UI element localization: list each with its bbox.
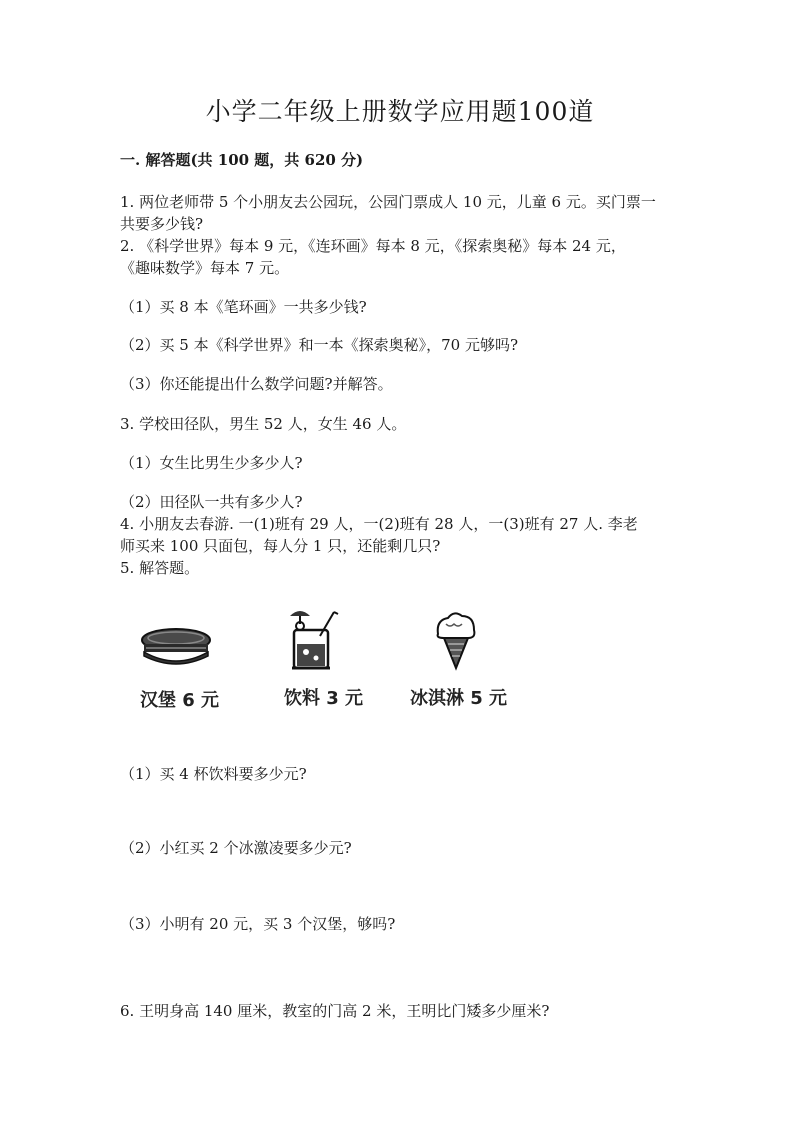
q2-line-1: 2. 《科学世界》每本 9 元，《连环画》每本 8 元，《探索奥秘》每本 24 元， — [120, 237, 626, 255]
q4-line-2: 师买来 100 只面包，每人分 1 只，还能剩几只? — [120, 537, 441, 555]
q5-menu-illustration — [120, 600, 540, 720]
drink-price-label: 饮料 3 元 — [284, 688, 364, 709]
q5-sub-1: （1）买 4 杯饮料要多少元? — [120, 765, 307, 783]
q3-sub-1: （1）女生比男生少多少人? — [120, 454, 303, 472]
q3-sub-2: （2）田径队一共有多少人? — [120, 493, 303, 511]
ice-cream-price-label: 冰淇淋 5 元 — [410, 688, 508, 709]
q5-line-1: 5. 解答题。 — [120, 559, 200, 577]
q4-line-1: 4. 小朋友去春游. 一(1)班有 29 人，一(2)班有 28 人，一(3)班有 27 人. 李老 — [120, 515, 638, 533]
q2-sub-1: （1）买 8 本《笔环画》一共多少钱? — [120, 298, 367, 316]
ice-cream-icon — [434, 610, 478, 674]
hamburger-icon — [140, 626, 212, 670]
q2-line-2: 《趣味数学》每本 7 元。 — [120, 259, 290, 277]
q6-line-1: 6. 王明身高 140 厘米，教室的门高 2 米，王明比门矮多少厘米? — [120, 1002, 550, 1020]
drink-icon — [284, 606, 344, 674]
q2-sub-3: （3）你还能提出什么数学问题?并解答。 — [120, 375, 393, 393]
page-title: 小学二年级上册数学应用题100道 — [205, 97, 595, 126]
q5-sub-3: （3）小明有 20 元，买 3 个汉堡，够吗? — [120, 915, 396, 933]
q3-line-1: 3. 学校田径队，男生 52 人，女生 46 人。 — [120, 415, 407, 433]
q1-line-1: 1. 两位老师带 5 个小朋友去公园玩，公园门票成人 10 元，儿童 6 元。买门票一 — [120, 193, 656, 211]
section-heading: 一. 解答题(共 100 题，共 620 分) — [120, 151, 364, 169]
q2-sub-2: （2）买 5 本《科学世界》和一本《探索奥秘》，70 元够吗? — [120, 336, 519, 354]
q5-sub-2: （2）小红买 2 个冰激凌要多少元? — [120, 839, 352, 857]
hamburger-price-label: 汉堡 6 元 — [140, 690, 220, 711]
q1-line-2: 共要多少钱? — [120, 215, 204, 233]
